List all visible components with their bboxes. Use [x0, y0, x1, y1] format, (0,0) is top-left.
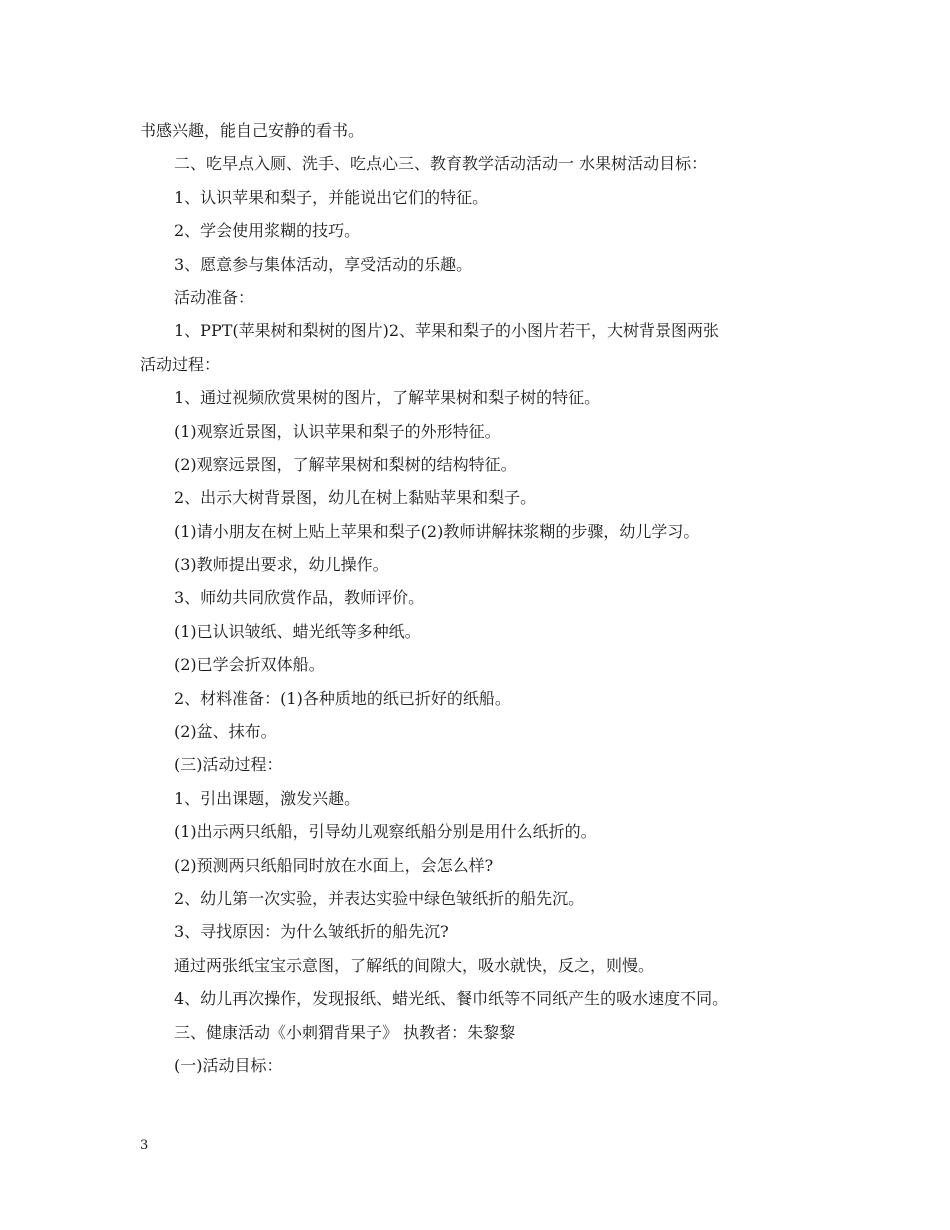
paragraph-line: (3)教师提出要求，幼儿操作。	[174, 555, 389, 575]
paragraph-line: 2、幼儿第一次实验，并表达实验中绿色皱纸折的船先沉。	[174, 888, 585, 908]
paragraph-line: (2)观察远景图，了解苹果树和梨树的结构特征。	[174, 454, 517, 474]
paragraph-line: 书感兴趣，能自己安静的看书。	[140, 121, 365, 140]
page-number: 3	[140, 1138, 149, 1153]
paragraph-line: (一)活动目标：	[174, 1055, 283, 1075]
paragraph-line: (1)出示两只纸船，引导幼儿观察纸船分别是用什么纸折的。	[174, 822, 597, 842]
paragraph-line: 4、幼儿再次操作，发现报纸、蜡光纸、餐巾纸等不同纸产生的吸水速度不同。	[174, 989, 729, 1009]
paragraph-line: 1、PPT(苹果树和梨树的图片)2、苹果和梨子的小图片若干，大树背景图两张	[174, 321, 720, 341]
paragraph-line: 3、愿意参与集体活动，享受活动的乐趣。	[174, 254, 473, 274]
paragraph-line: 2、材料准备：(1)各种质地的纸已折好的纸船。	[174, 688, 511, 708]
paragraph-line: 活动过程：	[140, 354, 221, 374]
paragraph-line: 1、引出课题，激发兴趣。	[174, 788, 361, 808]
paragraph-line: 三、健康活动《小刺猬背果子》 执教者：朱黎黎	[174, 1022, 516, 1042]
paragraph-line: 1、通过视频欣赏果树的图片，了解苹果树和梨子树的特征。	[174, 388, 601, 408]
paragraph-line: 2、出示大树背景图，幼儿在树上黏贴苹果和梨子。	[174, 488, 537, 508]
paragraph-line: 活动准备：	[174, 287, 255, 307]
paragraph-line: (2)已学会折双体船。	[174, 655, 325, 675]
paragraph-line: 通过两张纸宝宝示意图，了解纸的间隙大，吸水就快，反之，则慢。	[174, 955, 655, 975]
paragraph-line: (1)已认识皱纸、蜡光纸等多种纸。	[174, 621, 421, 641]
paragraph-line: (2)预测两只纸船同时放在水面上，会怎么样?	[174, 855, 494, 875]
paragraph-line: (2)盆、抹布。	[174, 722, 277, 742]
document-body	[140, 114, 820, 1082]
paragraph-line: (1)观察近景图，认识苹果和梨子的外形特征。	[174, 421, 501, 441]
paragraph-line: 1、认识苹果和梨子，并能说出它们的特征。	[174, 187, 489, 207]
paragraph-line: (三)活动过程：	[174, 755, 283, 775]
paragraph-line: 2、学会使用浆糊的技巧。	[174, 221, 361, 241]
paragraph-line: 3、师幼共同欣赏作品，教师评价。	[174, 588, 425, 608]
paragraph-line: 3、寻找原因：为什么皱纸折的船先沉?	[174, 922, 449, 942]
paragraph-line: 二、吃早点入厕、洗手、吃点心三、教育教学活动活动一 水果树活动目标：	[174, 154, 708, 174]
paragraph-line: (1)请小朋友在树上贴上苹果和梨子(2)教师讲解抹浆糊的步骤，幼儿学习。	[174, 521, 700, 541]
